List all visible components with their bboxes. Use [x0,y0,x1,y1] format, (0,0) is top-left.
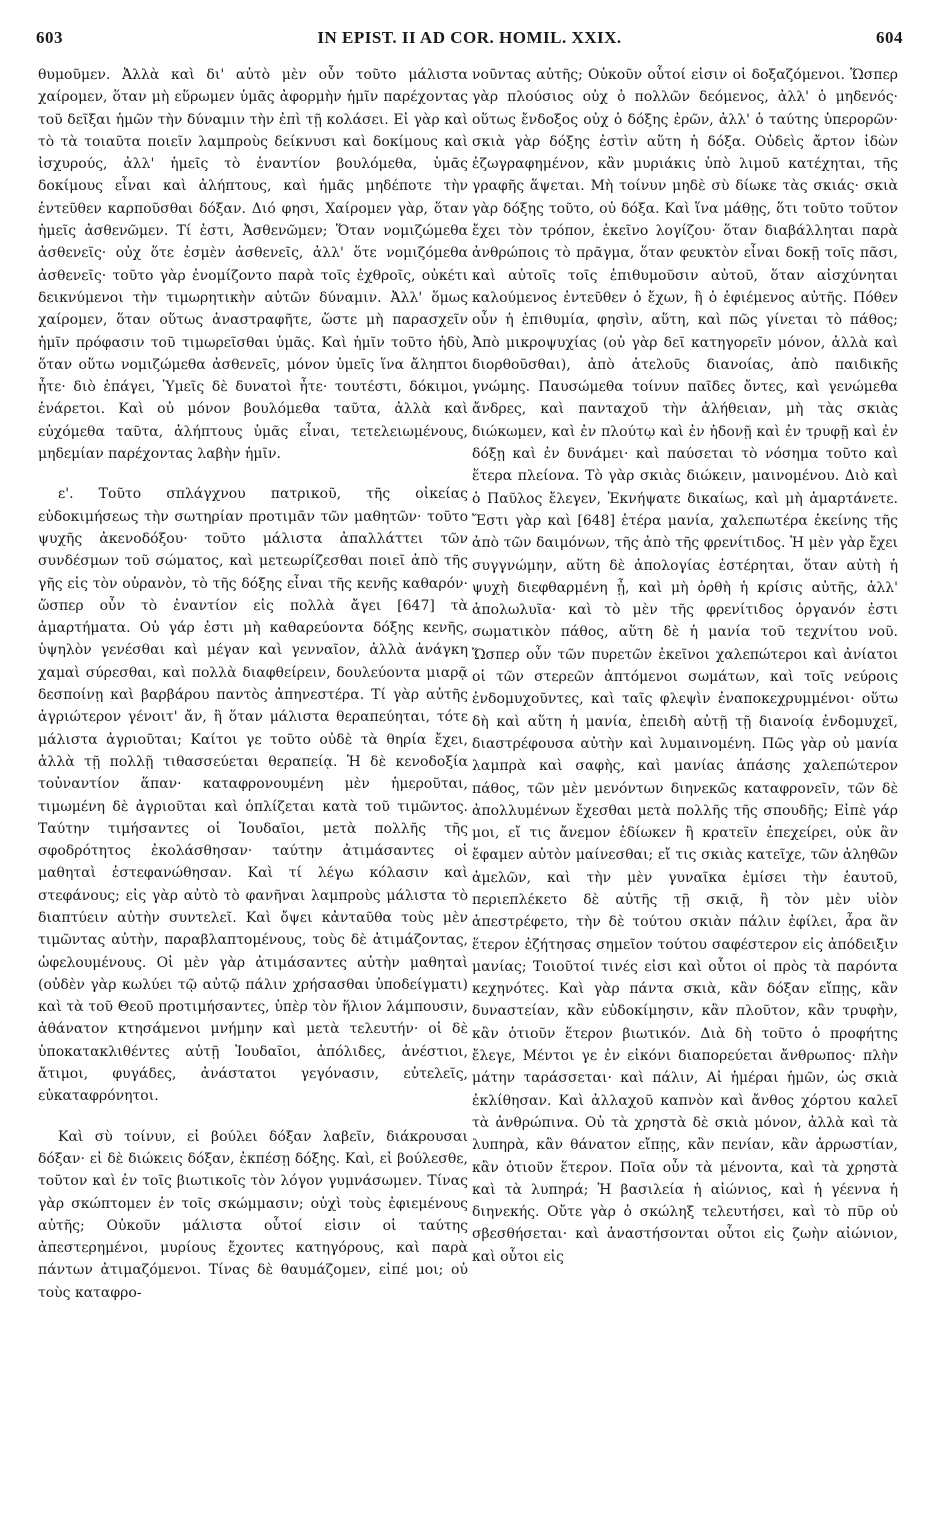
paragraph: νοῦντας αὐτῆς; Οὐκοῦν οὗτοί εἰσιν οἱ δοξαζόμενοι. Ὥσπερ γὰρ πλούσιος οὐχ ὁ πολλῶν δεόμενος, ἀλλ' ὁ μηδενός· οὕτως ἔνδοξος οὐχ ὁ δόξης ἐρῶν, ἀλλ' ὁ ταύτης ὑπερορῶν· σκιὰ γὰρ δόξης ἐστὶν αὕτη ἡ δόξα. Οὐδεὶς ἄρτον ἰδὼν ἐζωγραφημένον, κἂν μυριάκις ὑπὸ λιμοῦ κατέχηται, τῆς γραφῆς ἅψεται. Μὴ τοίνυν μηδὲ σὺ δίωκε τὰς σκιάς· σκιὰ γὰρ δόξης τοῦτο, οὐ δόξα. Καὶ ἵνα μάθῃς, ὅτι τοῦτο τοῦτον ἔχει τὸν τρόπον, ἐκεῖνο λογίζου· ὅταν διαβάλληται παρὰ ἀνθρώποις τὸ πρᾶγμα, ὅταν φευκτὸν εἶναι δοκῇ τοῖς πᾶσι, καὶ αὐτοῖς τοῖς ἐπιθυμοῦσιν αὐτοῦ, ὅταν αἰσχύνηται καλούμενος ἐντεῦθεν ὁ ἔχων, ἢ ὁ ἐφιέμενος αὐτῆς. Πόθεν οὖν ἡ ἐπιθυμία, φησὶν, αὕτη, καὶ πῶς γίνεται τὸ πάθος; Ἀπὸ μικροψυχίας (οὐ γὰρ δεῖ κατηγορεῖν μόνον, ἀλλὰ καὶ διορθοῦσθαι), ἀπὸ ἀτελοῦς διανοίας, ἀπὸ παιδικῆς γνώμης. Παυσώμεθα τοίνυν παῖδες ὄντες, καὶ γενώμεθα ἄνδρες, καὶ πανταχοῦ τὴν ἀλήθειαν, μὴ τὰς σκιὰς διώκωμεν, καὶ ἐν πλούτῳ καὶ ἐν ἡδονῇ καὶ ἐν τρυφῇ καὶ ἐν δόξῃ καὶ ἐν δυνάμει· καὶ παύσεται τὸ νόσημα τοῦτο καὶ ἕτερα πλείονα. Τὸ γὰρ σκιὰς διώκειν, μαινομένου. Διὸ καὶ ὁ Παῦλος ἔλεγεν, Ἐκνήψατε δικαίως, καὶ μὴ ἁμαρτάνετε. Ἔστι γὰρ καὶ [648] ἑτέρα μανία, χαλεπωτέρα ἐκείνης τῆς ἀπὸ τῶν δαιμόνων, τῆς ἀπὸ τῆς φρενίτιδος. Ἡ μὲν γὰρ ἔχει συγγνώμην, αὕτη δὲ ἀπολογίας ἐστέρηται, ὅταν αὐτὴ ἡ ψυχὴ διεφθαρμένη ᾖ, καὶ μὴ ὀρθὴ ἡ κρίσις αὐτῆς, ἀλλ' ἀπολωλυῖα· καὶ τὸ μὲν τῆς φρενίτιδος ὀργανόν ἐστι σωματικὸν πάθος, αὕτη δὲ ἡ μανία τοῦ τεχνίτου νοῦ. Ὥσπερ οὖν τῶν πυρετῶν ἐκεῖνοι χαλεπώτεροι καὶ ἀνίατοι οἱ τῶν στερεῶν ἀπτόμενοι σωμάτων, καὶ τοῖς νεύροις ἐνδομυχοῦντες, καὶ ταῖς φλεψὶν ἐναποκεχρυμμένοι· οὕτω δὴ καὶ αὕτη ἡ μανία, ἐπειδὴ αὐτῇ τῇ διανοίᾳ ἐνδομυχεῖ, διαστρέφουσα αὐτὴν καὶ λυμαινομένη. Πῶς γὰρ οὐ μανία λαμπρὰ καὶ σαφὴς, καὶ μανίας ἁπάσης χαλεπώτερον πάθος, τῶν μὲν μενόντων διηνεκῶς καταφρονεῖν, τῶν δὲ ἀπολλυμένων ἔχεσθαι μετὰ πολλῆς τῆς σπουδῆς; Εἰπὲ γάρ μοι, εἴ τις ἄνεμον ἐδίωκεν ἢ κρατεῖν ἐπεχείρει, οὐκ ἂν ἔφαμεν αὐτὸν μαίνεσθαι; εἴ τις σκιὰς κατεῖχε, τῶν ἀληθῶν ἀμελῶν, καὶ τὴν μὲν γυναῖκα ἐμίσει τὴν ἑαυτοῦ, περιεπλέκετο δὲ αὐτῆς τῇ σκιᾷ, ἢ τὸν μὲν υἱὸν ἀπεστρέφετο, τὴν δὲ τούτου σκιὰν πάλιν ἐφίλει, ἆρα ἂν ἕτερον ἐζήτησας σημεῖον τούτου σαφέστερον εἰς ἀπόδειξιν μανίας; Τοιοῦτοί τινές εἰσι καὶ οὗτοι οἱ πρὸς τὰ παρόντα κεχηνότες. Καὶ γὰρ πάντα σκιὰ, κἂν δόξαν εἴπῃς, κἂν δυναστείαν, κἂν εὐδοκίμησιν, κἂν πλοῦτον, κἂν τρυφὴν, κἂν ὁτιοῦν ἕτερον βιωτικόν. Διὰ δὴ τοῦτο ὁ προφήτης ἔλεγε, Μέντοι γε ἐν εἰκόνι διαπορεύεται ἄνθρωπος· πλὴν μάτην ταράσσεται· καὶ πάλιν, Αἱ ἡμέραι ἡμῶν, ὡς σκιὰ ἐκλίθησαν. Καὶ ἀλλαχοῦ καπνὸν καὶ ἄνθος χόρτου καλεῖ τὰ ἀνθρώπινα. Οὐ τὰ χρηστὰ δὲ σκιὰ μόνον, ἀλλὰ καὶ τὰ λυπηρὰ, κἂν θάνατον εἴπῃς, κἂν πενίαν, κἂν ἀρρωστίαν, κἂν ὁτιοῦν ἕτερον. Ποῖα οὖν τὰ μένοντα, καὶ τὰ χρηστὰ καὶ τὰ λυπηρά; Ἡ βασιλεία ἡ αἰώνιος, καὶ ἡ γέεννα ἡ διηνεκής. Οὔτε γὰρ ὁ σκώληξ τελευτήσει, καὶ τὸ πῦρ οὐ σβεσθήσεται· καὶ ἀναστήσονται οὗτοι εἰς ζωὴν αἰώνιον, καὶ οὗτοι εἰς [472,67,898,1265]
running-title: IN EPIST. II AD COR. HOMIL. XXIX. [317,28,622,47]
right-column [472,64,898,1268]
page-header [36,28,903,54]
paragraph: Καὶ σὺ τοίνυν, εἰ βούλει δόξαν λαβεῖν, διάκρουσαι δόξαν· εἰ δὲ διώκεις δόξαν, ἐκπέσῃ δόξης. Καὶ, εἰ βούλεσθε, τοῦτον καὶ ἐν τοῖς βιωτικοῖς τὸν λόγον γυμνάσωμεν. Τίνας γὰρ σκώπτομεν ἐν τοῖς σκώμμασιν; οὐχὶ τοὺς ἐφιεμένους αὐτῆς; Οὐκοῦν μάλιστα οὗτοί εἰσιν οἱ ταύτης ἀπεστερημένοι, μυρίους ἔχοντες κατηγόρους, καὶ παρὰ πάντων ἀτιμαζόμενοι. Τίνας δὲ θαυμάζομεν, εἰπέ μοι; οὐ τοὺς καταφρο- [38,1128,468,1301]
paragraph: ε'. Τοῦτο σπλάγχνου πατρικοῦ, τῆς οἰκείας εὐδοκιμήσεως τὴν σωτηρίαν προτιμᾶν τῶν μαθητῶν· τοῦτο ψυχῆς ἀκενοδόξου· τοῦτο μάλιστα ἀπαλλάττει τῶν συνδέσμων τοῦ σώματος, καὶ μετεωρίζεσθαι ποιεῖ ἀπὸ τῆς γῆς εἰς τὸν οὐρανὸν, τὸ τῆς δόξης εἶναι τῆς κενῆς καθαρόν· ὥσπερ οὖν τὸ ἐναντίον εἰς πολλὰ ἄγει [647] τὰ ἁμαρτήματα. Οὐ γάρ ἐστι μὴ καθαρεύοντα δόξης κενῆς, ὑψηλὸν γενέσθαι καὶ μέγαν καὶ γενναῖον, ἀλλὰ ἀνάγκη χαμαὶ σύρεσθαι, καὶ πολλὰ διαφθείρειν, δουλεύοντα μιαρᾷ δεσποίνῃ καὶ βαρβάρου παντὸς ἀπηνεστέρα. Τί γὰρ αὐτῆς ἀγριώτερον γένοιτ' ἄν, ἣ ὅταν μάλιστα θεραπεύηται, τότε μάλιστα ἀγριοῦται; Καίτοι γε τοῦτο οὐδὲ τὰ θηρία ἔχει, ἀλλὰ τῇ πολλῇ τιθασσεύεται θεραπείᾳ. Ἡ δὲ κενοδοξία τοὐναντίον ἅπαν· καταφρονουμένη μὲν ἡμεροῦται, τιμωμένη δὲ ἀγριοῦται καὶ ὁπλίζεται κατὰ τοῦ τιμῶντος. Ταύτην τιμήσαντες οἱ Ἰουδαῖοι, μετὰ πολλῆς τῆς σφοδρότητος ἐκολάσθησαν· ταύτην ἀτιμάσαντες οἱ μαθηταὶ ἐστεφανώθησαν. Καὶ τί λέγω κόλασιν καὶ στεφάνους; εἰς γὰρ αὐτὸ τὸ φανῆναι λαμπροὺς μάλιστα τὸ διαπτύειν αὐτὴν συντελεῖ. Καὶ ὄψει κἀνταῦθα τοὺς μὲν τιμῶντας αὐτὴν, παραβλαπτομένους, τοὺς δὲ ἀτιμάζοντας, ὠφελουμένους. Οἱ μὲν γὰρ ἀτιμάσαντες αὐτὴν μαθηταὶ (οὐδὲν γὰρ κωλύει τῷ αὐτῷ πάλιν χρήσασθαι ὑποδείγματι) καὶ τὰ τοῦ Θεοῦ προτιμήσαντες, ὑπὲρ τὸν ἥλιον λάμπουσιν, ἀθάνατον κτησάμενοι μνήμην καὶ μετὰ τελευτήν· οἱ δὲ ὑποκατακλιθέντες αὐτῇ Ἰουδαῖοι, ἀπόλιδες, ἀνέστιοι, ἄτιμοι, φυγάδες, ἀνάστατοι γεγόνασιν, εὐτελεῖς, εὐκαταφρόνητοι. [38,486,468,1105]
left-column [38,64,468,1304]
paragraph: θυμοῦμεν. Ἀλλὰ καὶ δι' αὐτὸ μὲν οὖν τοῦτο μάλιστα χαίρομεν, ὅταν μὴ εὕρωμεν ὑμᾶς ἀφορμὴν ἡμῖν παρέχοντας τοῦ δεῖξαι ἡμῶν τὴν δύναμιν τὴν ἐπὶ τῇ κολάσει. Εἰ γὰρ καὶ τὸ τὰ τοιαῦτα ποιεῖν λαμπροὺς δείκνυσι καὶ δοκίμους καὶ ἰσχυρούς, ἀλλ' ἡμεῖς τὸ ἐναντίον βουλόμεθα, ὑμᾶς δοκίμους εἶναι καὶ ἀλήπτους, καὶ ἡμᾶς μηδέποτε τὴν ἐντεῦθεν καρποῦσθαι δόξαν. Διό φησι, Χαίρομεν γὰρ, ὅταν ἡμεῖς ἀσθενῶμεν. Τί ἐστι, Ἀσθενῶμεν; Ὅταν νομιζώμεθα ἀσθενεῖς· οὐχ ὅτε ἐσμὲν ἀσθενεῖς, ἀλλ' ὅτε νομιζόμεθα ἀσθενεῖς· τοῦτο γὰρ ἐνομίζοντο παρὰ τοῖς ἐχθροῖς, οὐκέτι δεικνύμενοι τὴν τιμωρητικὴν αὐτῶν δύναμιν. Ἀλλ' ὅμως χαίρομεν, ὅταν οὕτως ἀναστραφῆτε, ὥστε μὴ παρασχεῖν ἡμῖν πρόφασιν τοῦ τιμωρεῖσθαι ὑμᾶς. Καὶ ἡμῖν τοῦτο ἡδὺ, ὅταν οὕτω νομιζώμεθα ἀσθενεῖς, μόνον ὑμεῖς ἵνα ἄληπτοι ἦτε· διὸ ἐπάγει, Ὑμεῖς δὲ δυνατοὶ ἦτε· τουτέστι, δόκιμοι, ἐνάρετοι. Καὶ οὐ μόνον βουλόμεθα ταῦτα, ἀλλὰ καὶ εὐχόμεθα ταῦτα, ἀλήπτους ὑμᾶς εἶναι, τετελειωμένους, μηδεμίαν παρέχοντας λαβὴν ἡμῖν. [38,67,468,463]
page-number-right: 604 [876,28,903,47]
page-number-left: 603 [36,28,63,47]
